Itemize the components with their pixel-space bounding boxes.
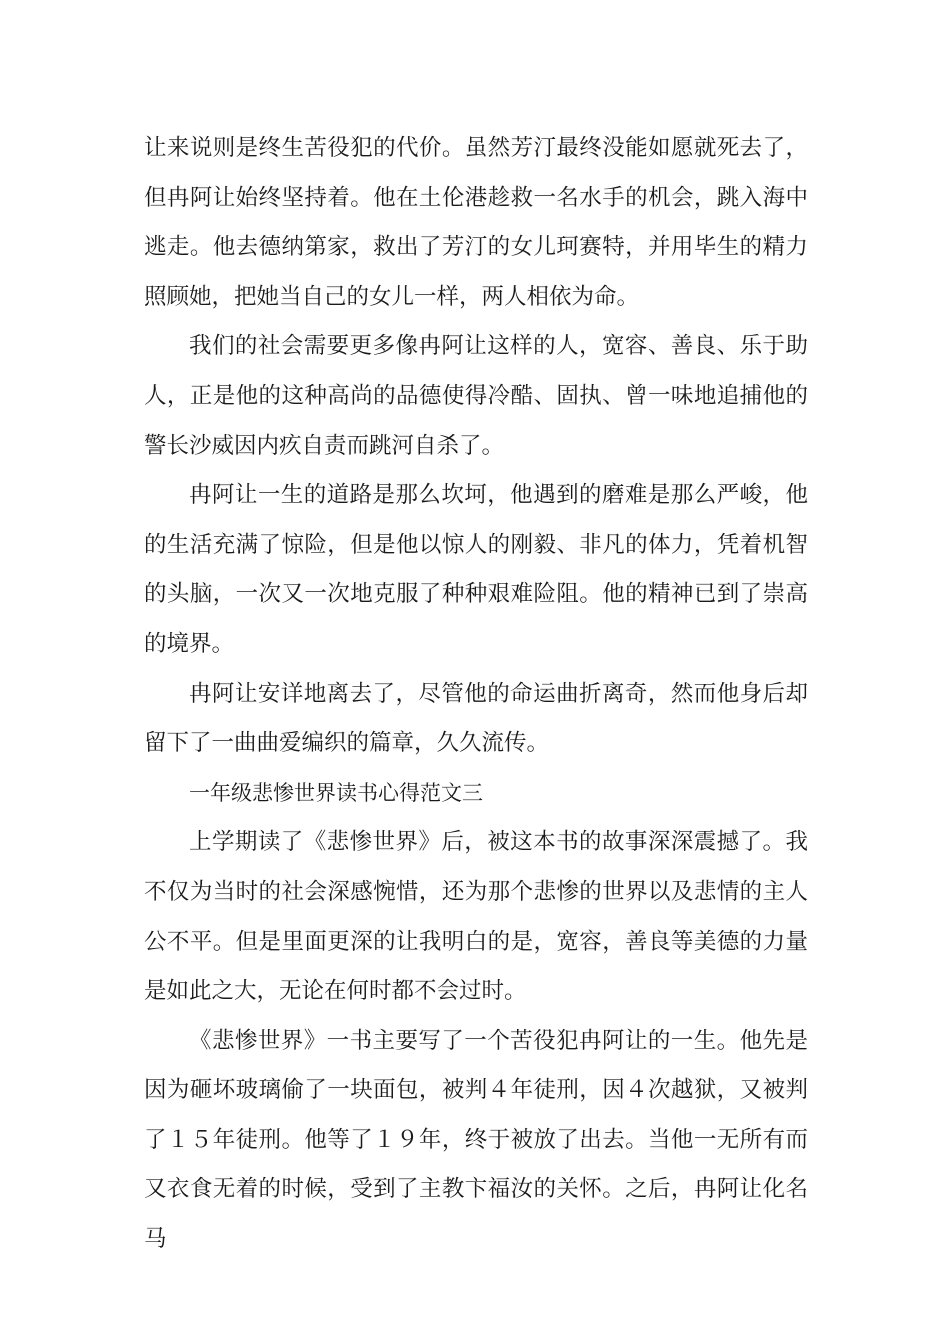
paragraph-continued: 让来说则是终生苦役犯的代价。虽然芳汀最终没能如愿就死去了，但冉阿让始终坚持着。他在土伦港趁救一名水手的机会，跳入海中逃走。他去德纳第家，救出了芳汀的女儿珂赛特，并用毕生的精力照顾她，把她当自己的女儿一样，两人相依为命。: [144, 135, 808, 310]
document-body: [144, 124, 808, 1265]
paragraph-summary: 《悲惨世界》一书主要写了一个苦役犯冉阿让的一生。他先是因为砸坏玻璃偷了一块面包，被判４年徒刑，因４次越狱，又被判了１５年徒刑。他等了１９年，终于被放了出去。当他一无所有而又衣食无着的时候，受到了主教卞福汝的关怀。之后，冉阿让化名马: [144, 1027, 808, 1253]
paragraph-society: 我们的社会需要更多像冉阿让这样的人，宽容、善良、乐于助人，正是他的这种高尚的品德使得冷酷、固执、曾一味地追捕他的警长沙威因内疚自责而跳河自杀了。: [144, 333, 808, 459]
paragraph-reading-impression: 上学期读了《悲惨世界》后，被这本书的故事深深震撼了。我不仅为当时的社会深感惋惜，还为那个悲惨的世界以及悲情的主人公不平。但是里面更深的让我明白的是，宽容，善良等美德的力量是如此之大，无论在何时都不会过时。: [144, 829, 808, 1005]
section-heading: 一年级悲惨世界读书心得范文三: [189, 780, 483, 805]
paragraph-legacy: 冉阿让安详地离去了，尽管他的命运曲折离奇，然而他身后却留下了一曲曲爱编织的篇章，久久流传。: [144, 680, 808, 757]
paragraph-hardships: 冉阿让一生的道路是那么坎坷，他遇到的磨难是那么严峻，他的生活充满了惊险，但是他以惊人的刚毅、非凡的体力，凭着机智的头脑，一次又一次地克服了种种艰难险阻。他的精神已到了崇高的境界。: [144, 482, 808, 657]
